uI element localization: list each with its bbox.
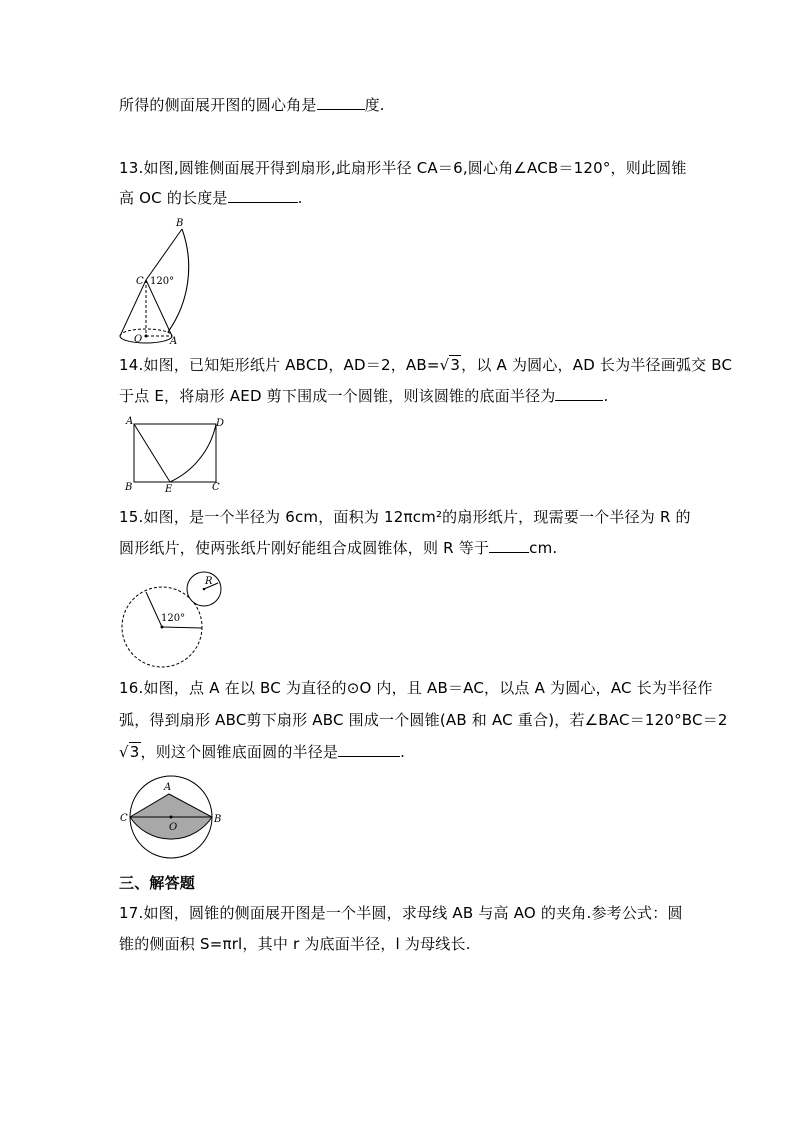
q13-label-a: A	[170, 336, 178, 347]
q15-line-2	[119, 538, 557, 558]
q15-sector-radius-2	[162, 627, 202, 628]
q12-tail-text: 所得的侧面展开图的圆心角是	[119, 96, 317, 114]
q14-label-c: C	[212, 482, 220, 493]
q14-line-2-suffix: .	[603, 387, 609, 405]
q16-circle-sector-figure	[116, 772, 228, 864]
q12-tail-suffix: 度.	[364, 96, 385, 114]
q16-label-o: O	[169, 822, 178, 833]
q14-rectangle-figure	[120, 414, 230, 496]
q15-label-r: R	[205, 576, 213, 587]
q15-center-dot	[161, 626, 164, 629]
q16-line-1: 16.如图，点 A 在以 BC 为直径的⊙O 内，且 AB＝AC，以点 A 为圆心，AC 长为半径作	[119, 679, 713, 697]
q16-line-3	[119, 742, 405, 762]
q13-label-o: O	[134, 334, 143, 345]
q16-sqrt-sign: √	[119, 743, 129, 761]
q14-label-d: D	[216, 418, 225, 429]
q13-cone-slant-right	[146, 280, 172, 336]
q13-line-2-suffix: .	[297, 189, 303, 207]
q14-line-1-prefix: 14.如图，已知矩形纸片 ABCD，AD＝2，AB=	[119, 356, 440, 374]
q16-sqrt-arg: 3	[129, 743, 140, 761]
q15-sector-radius-1	[146, 592, 162, 627]
q15-line-2-suffix: cm.	[529, 539, 558, 557]
q14-answer-blank[interactable]	[555, 386, 603, 401]
q14-sqrt-arg: 3	[450, 356, 461, 374]
q16-center-o	[170, 816, 173, 819]
q16-label-a: A	[164, 782, 172, 793]
q14-line-1	[119, 355, 732, 375]
q13-answer-blank[interactable]	[228, 188, 298, 203]
q15-circles-figure	[115, 570, 227, 670]
q14-line-2-prefix: 于点 E，将扇形 AED 剪下围成一个圆锥，则该圆锥的底面半径为	[119, 387, 556, 405]
q13-label-angle: 120°	[150, 276, 175, 287]
q14-sqrt-sign: √	[439, 356, 450, 374]
q14-sqrt	[440, 355, 462, 375]
q16-label-c: C	[120, 813, 128, 824]
q16-line-3-mid: ，则这个圆锥底面圆的半径是	[140, 743, 339, 761]
q15-line-1: 15.如图，是一个半径为 6cm，面积为 12πcm²的扇形纸片，现需要一个半径为 R 的	[119, 508, 691, 526]
q16-line-3-suffix: .	[400, 743, 406, 761]
q16-sqrt	[119, 742, 141, 762]
q13-label-b: B	[176, 218, 184, 229]
q13-line-2-prefix: 高 OC 的长度是	[119, 189, 228, 207]
q15-line-2-prefix: 圆形纸片，使两张纸片刚好能组合成圆锥体，则 R 等于	[119, 539, 490, 557]
q14-arc-de	[170, 424, 216, 482]
q13-line-2	[119, 188, 303, 208]
q14-line-1-suffix: ，以 A 为圆心，AD 长为半径画弧交 BC	[461, 356, 733, 374]
q12-tail-line	[119, 95, 385, 115]
q16-line-2: 弧，得到扇形 ABC剪下扇形 ABC 围成一个圆锥(AB 和 AC 重合)，若∠BAC＝120°BC＝2	[119, 711, 728, 729]
q16-label-b: B	[214, 814, 222, 825]
q13-line-1: 13.如图,圆锥侧面展开得到扇形,此扇形半径 CA＝6,圆心角∠ACB＝120°，则此圆锥	[119, 159, 687, 177]
q14-segment-ae	[134, 424, 170, 482]
q14-label-e: E	[165, 484, 173, 495]
q12-answer-blank[interactable]	[317, 95, 365, 110]
section3-title: 三、解答题	[119, 874, 196, 892]
q16-answer-blank[interactable]	[338, 742, 400, 757]
q14-line-2	[119, 386, 608, 406]
q15-label-angle: 120°	[161, 613, 186, 624]
q13-cone-figure	[110, 212, 220, 347]
q14-label-b: B	[125, 482, 133, 493]
q17-line-1: 17.如图，圆锥的侧面展开图是一个半圆，求母线 AB 与高 AO 的夹角.参考公式：圆	[119, 904, 683, 922]
q13-cone-slant-left	[120, 280, 146, 336]
q15-answer-blank[interactable]	[489, 538, 529, 553]
q13-radius-cb	[146, 229, 182, 280]
q13-point-o	[145, 335, 148, 338]
q13-label-c: C	[136, 276, 144, 287]
q15-small-center-dot	[203, 588, 206, 591]
q17-line-2: 锥的侧面积 S=πrl，其中 r 为底面半径，l 为母线长.	[119, 935, 471, 953]
q14-label-a: A	[126, 416, 134, 427]
